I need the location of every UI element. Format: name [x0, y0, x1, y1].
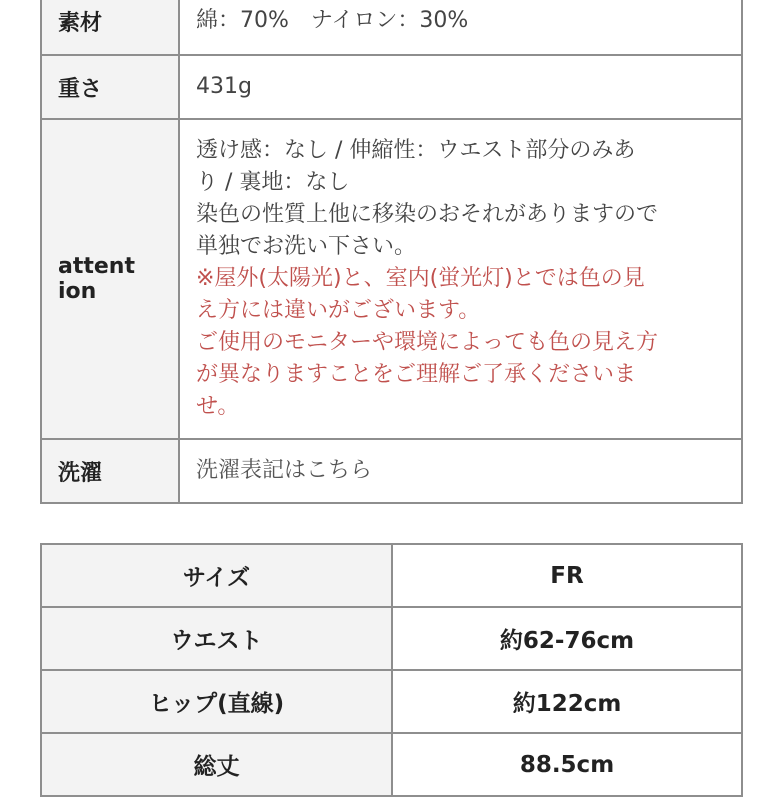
attention-line: 染色の性質上他に移染のおそれがありますので: [196, 202, 659, 227]
attention-value: [179, 119, 742, 439]
wash-instructions-link[interactable]: 洗濯表記はこちら: [196, 458, 373, 483]
wash-label: 洗濯: [41, 439, 179, 503]
spec-row-attention: [41, 119, 742, 439]
size-row: [41, 607, 742, 670]
size-key: サイズ: [41, 544, 392, 607]
weight-value: 431g: [179, 55, 742, 119]
attention-line: り / 裏地：なし: [196, 170, 350, 195]
attention-warning-line: せ。: [196, 394, 240, 419]
size-key: ウエスト: [41, 607, 392, 670]
size-value: 約122cm: [392, 670, 742, 733]
spec-row-weight: [41, 55, 742, 119]
wash-value: [179, 439, 742, 503]
material-value: 綿：70% ナイロン：30%: [179, 0, 742, 55]
attention-label: [41, 119, 179, 439]
size-table: [40, 543, 743, 797]
attention-line: 透け感：なし / 伸縮性：ウエスト部分のみあ: [196, 138, 636, 163]
weight-label: 重さ: [41, 55, 179, 119]
size-key: 総丈: [41, 733, 392, 796]
attention-warning-line: え方には違いがございます。: [196, 298, 481, 323]
attention-warning-line: が異なりますことをご理解ご了承くださいま: [196, 362, 637, 387]
attention-label-line: attent: [58, 254, 135, 279]
spec-row-wash: [41, 439, 742, 503]
spec-row-material: [41, 0, 742, 55]
spec-table: [40, 0, 743, 504]
size-row: [41, 670, 742, 733]
attention-label-line: ion: [58, 279, 97, 304]
size-value: FR: [392, 544, 742, 607]
size-row: [41, 733, 742, 796]
attention-line: 単独でお洗い下さい。: [196, 234, 417, 259]
attention-warning-line: ご使用のモニターや環境によっても色の見え方: [196, 330, 659, 355]
size-value: 約62-76cm: [392, 607, 742, 670]
material-label: 素材: [41, 0, 179, 55]
size-row: [41, 544, 742, 607]
attention-warning-line: ※屋外(太陽光)と、室内(蛍光灯)とでは色の見: [196, 266, 645, 291]
size-value: 88.5cm: [392, 733, 742, 796]
size-key: ヒップ(直線): [41, 670, 392, 733]
